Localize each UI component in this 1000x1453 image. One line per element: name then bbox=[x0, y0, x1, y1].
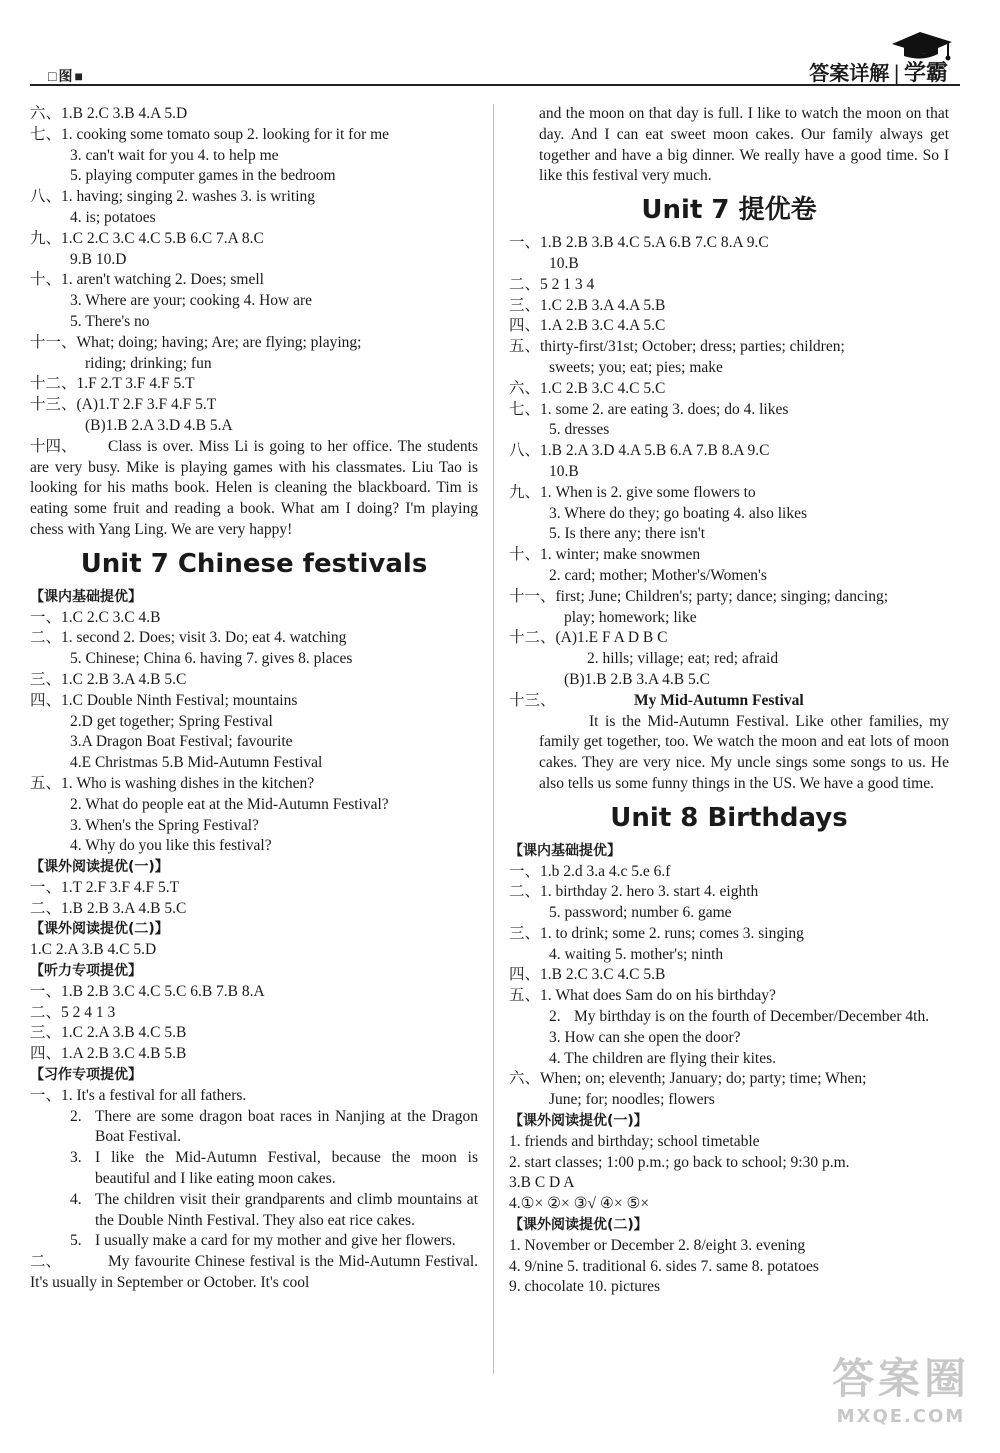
answer-line: 三、1. to drink; some 2. runs; comes 3. singing bbox=[509, 924, 804, 942]
answer-line: 八、1.B 2.A 3.D 4.A 5.B 6.A 7.B 8.A 9.C bbox=[509, 442, 770, 460]
answer-line: 5. Is there any; there isn't bbox=[549, 525, 706, 543]
answer-line: 3. Where are your; cooking 4. How are bbox=[70, 292, 313, 310]
answer-line: 一、1. It's a festival for all fathers. bbox=[30, 1086, 247, 1104]
answer-line: 2. What do people eat at the Mid-Autumn Festival? bbox=[70, 795, 389, 813]
section-title: Unit 7 提优卷 bbox=[641, 195, 817, 226]
essay-text: It is the Mid-Autumn Festival. Like other families, my family get together, too. We watch the moon and eat lots of moon cakes. They are very nice. My uncle sings some songs to us. He also tells us some funny things in the US. We have a good time. bbox=[539, 712, 949, 792]
left-column bbox=[30, 104, 478, 1294]
answer-line: 四、1.C Double Ninth Festival; mountains bbox=[30, 691, 298, 709]
answer-line: 十三、(A)1.T 2.F 3.F 4.F 5.T bbox=[30, 396, 217, 414]
answer-line: 4.①× ②× ③√ ④× ⑤× bbox=[509, 1195, 650, 1213]
item-label: 十三、 bbox=[509, 691, 556, 709]
header-title: 答案详解 | 学霸 bbox=[809, 61, 948, 86]
answer-line: 4. The children are flying their kites. bbox=[549, 1049, 776, 1067]
answer-line: 六、1.C 2.B 3.C 4.C 5.C bbox=[509, 379, 666, 397]
answer-line: 二、1. second 2. Does; visit 3. Do; eat 4. watching bbox=[30, 629, 347, 647]
answer-line: 三、1.C 2.B 3.A 4.A 5.B bbox=[509, 296, 666, 314]
answer-line: 一、1.b 2.d 3.a 4.c 5.e 6.f bbox=[509, 862, 671, 880]
answer-item bbox=[30, 1107, 478, 1149]
answer-line: 三、1.C 2.B 3.A 4.B 5.C bbox=[30, 670, 187, 688]
answer-line: (B)1.B 2.B 3.A 4.B 5.C bbox=[564, 670, 710, 688]
watermark-url: MXQE.COM bbox=[836, 1406, 966, 1427]
answer-line: 10.B bbox=[549, 462, 579, 480]
item-number: 3. bbox=[70, 1149, 82, 1167]
answer-line: 2. hills; village; eat; red; afraid bbox=[587, 650, 779, 668]
answer-line: 二、5 2 1 3 4 bbox=[509, 275, 595, 293]
answer-line: 十、1. aren't watching 2. Does; smell bbox=[30, 271, 264, 289]
answer-line: 5. Chinese; China 6. having 7. gives 8. places bbox=[70, 650, 353, 668]
answer-line: 9. chocolate 10. pictures bbox=[509, 1278, 661, 1296]
answer-line: 九、1.C 2.C 3.C 4.C 5.B 6.C 7.A 8.C bbox=[30, 229, 264, 247]
answer-line: 七、1. some 2. are eating 3. does; do 4. likes bbox=[509, 400, 789, 418]
answer-line: 4. 9/nine 5. traditional 6. sides 7. same 8. potatoes bbox=[509, 1257, 819, 1275]
item-number: 2. bbox=[549, 1008, 561, 1026]
essay-paragraph bbox=[30, 437, 478, 541]
answer-line: 3.A Dragon Boat Festival; favourite bbox=[70, 733, 293, 751]
watermark-logo: 答案圈 bbox=[831, 1354, 970, 1403]
subsection-heading: 【课外阅读提优(一)】 bbox=[30, 859, 169, 876]
paragraph: and the moon on that day is full. I like to watch the moon on that day. And I can eat sweet moon cakes. Our family always get together and have a big dinner. We really have a good time. So I like this festival very much. bbox=[539, 105, 949, 185]
answer-line: play; homework; like bbox=[564, 608, 697, 626]
answer-line: riding; drinking; fun bbox=[85, 354, 212, 372]
answer-line: 七、1. cooking some tomato soup 2. looking for it for me bbox=[30, 125, 390, 143]
subsection-heading: 【习作专项提优】 bbox=[30, 1067, 142, 1084]
header-rule bbox=[30, 84, 960, 86]
answer-line: 10.B bbox=[549, 254, 579, 272]
header-right-text: 答案详解 bbox=[809, 61, 890, 85]
answer-line: 十一、first; June; Children's; party; dance; singing; dancing; bbox=[509, 587, 889, 605]
answer-line: 四、1.A 2.B 3.C 4.B 5.B bbox=[30, 1045, 187, 1063]
subsection-heading: 【课外阅读提优(二)】 bbox=[30, 921, 169, 938]
header-brand: 学霸 bbox=[903, 61, 948, 86]
answer-line: 4. Why do you like this festival? bbox=[70, 837, 272, 855]
answer-line: 4. is; potatoes bbox=[70, 208, 156, 226]
item-number: 5. bbox=[70, 1232, 82, 1250]
item-text: My birthday is on the fourth of December/December 4th. bbox=[574, 1008, 930, 1026]
answer-line: 三、1.C 2.A 3.B 4.C 5.B bbox=[30, 1024, 187, 1042]
answer-line: 五、1. What does Sam do on his birthday? bbox=[509, 987, 776, 1005]
item-number: 2. bbox=[70, 1107, 82, 1125]
answer-item bbox=[30, 1190, 478, 1232]
answer-line: 九、1. When is 2. give some flowers to bbox=[509, 483, 756, 501]
answer-line: 3. Where do they; go boating 4. also likes bbox=[549, 504, 807, 522]
subsection-heading: 【课内基础提优】 bbox=[509, 842, 621, 859]
column-divider bbox=[493, 104, 494, 1374]
answer-line: 十二、1.F 2.T 3.F 4.F 5.T bbox=[30, 375, 195, 393]
answer-item bbox=[30, 1231, 478, 1252]
answer-line: 八、1. having; singing 2. washes 3. is writing bbox=[30, 188, 316, 206]
answer-line: 十、1. winter; make snowmen bbox=[509, 546, 701, 564]
answer-line: 四、1.A 2.B 3.C 4.A 5.C bbox=[509, 317, 666, 335]
answer-line: 2. start classes; 1:00 p.m.; go back to school; 9:30 p.m. bbox=[509, 1153, 850, 1171]
essay-heading bbox=[509, 691, 949, 712]
answer-line: 1. friends and birthday; school timetable bbox=[509, 1132, 760, 1150]
answer-line: sweets; you; eat; pies; make bbox=[549, 358, 723, 376]
answer-line: June; for; noodles; flowers bbox=[549, 1091, 715, 1109]
answer-line: 2. card; mother; Mother's/Women's bbox=[549, 566, 767, 584]
answer-item bbox=[509, 1007, 949, 1028]
answer-line: 六、When; on; eleventh; January; do; party; time; When; bbox=[509, 1070, 867, 1088]
answer-line: (B)1.B 2.A 3.D 4.B 5.A bbox=[85, 416, 233, 434]
answer-line: 3. can't wait for you 4. to help me bbox=[70, 146, 279, 164]
item-text: The children visit their grandparents and climb mountains at the Double Ninth Festival. They also eat rice cakes. bbox=[95, 1190, 478, 1229]
answer-line: 十一、What; doing; having; Are; are flying; playing; bbox=[30, 333, 362, 351]
item-text: There are some dragon boat races in Nanjing at the Dragon Boat Festival. bbox=[95, 1107, 478, 1146]
answer-line: 五、1. Who is washing dishes in the kitchen? bbox=[30, 774, 315, 792]
essay-title: My Mid-Autumn Festival bbox=[634, 691, 804, 709]
answer-line: 5. playing computer games in the bedroom bbox=[70, 167, 336, 185]
answer-line: 9.B 10.D bbox=[70, 250, 127, 268]
answer-line: 二、1. birthday 2. hero 3. start 4. eighth bbox=[509, 883, 759, 901]
answer-line: 十二、(A)1.E F A D B C bbox=[509, 629, 668, 647]
answer-line: 4. waiting 5. mother's; ninth bbox=[549, 945, 724, 963]
answer-line: 一、1.T 2.F 3.F 4.F 5.T bbox=[30, 878, 180, 896]
subsection-heading: 【课内基础提优】 bbox=[30, 588, 142, 605]
answer-line: 一、1.C 2.C 3.C 4.B bbox=[30, 608, 161, 626]
subsection-heading: 【课外阅读提优(二)】 bbox=[509, 1217, 648, 1234]
section-title: Unit 8 Birthdays bbox=[610, 802, 848, 833]
item-text: I like the Mid-Autumn Festival, because the moon is beautiful and I like eating moon cakes. bbox=[95, 1149, 478, 1188]
answer-line: 二、5 2 4 1 3 bbox=[30, 1003, 116, 1021]
header-left-mark: □图■ bbox=[48, 70, 85, 85]
answer-line: 5. There's no bbox=[70, 312, 150, 330]
answer-line: 3. How can she open the door? bbox=[549, 1028, 741, 1046]
right-column bbox=[509, 104, 949, 1298]
essay-text: My favourite Chinese festival is the Mid-Autumn Festival. It's usually in September or October. It's cool bbox=[30, 1253, 478, 1292]
subsection-heading: 【课外阅读提优(一)】 bbox=[509, 1113, 648, 1130]
essay-paragraph bbox=[30, 1252, 478, 1294]
essay-text: Class is over. Miss Li is going to her office. The students are very busy. Mike is playing games with his classmates. Liu Tao is looking for his maths book. Helen is cleaning the blackboard. Tim is eating some fruit and reading a book. What am I doing? I'm playing chess with Yang Ling. We are very happy! bbox=[30, 437, 478, 538]
item-number: 4. bbox=[70, 1190, 82, 1208]
answer-line: 4.E Christmas 5.B Mid-Autumn Festival bbox=[70, 754, 323, 772]
watermark bbox=[826, 1346, 976, 1427]
answer-line: 5. password; number 6. game bbox=[549, 904, 732, 922]
answer-line: 一、1.B 2.B 3.C 4.C 5.C 6.B 7.B 8.A bbox=[30, 982, 265, 1000]
answer-line: 一、1.B 2.B 3.B 4.C 5.A 6.B 7.C 8.A 9.C bbox=[509, 234, 769, 252]
subsection-heading: 【听力专项提优】 bbox=[30, 963, 142, 980]
section-title: Unit 7 Chinese festivals bbox=[80, 548, 428, 579]
answer-line: 六、1.B 2.C 3.B 4.A 5.D bbox=[30, 105, 188, 122]
item-label: 十四、 bbox=[30, 437, 77, 455]
answer-line: 3. When's the Spring Festival? bbox=[70, 816, 259, 834]
answer-line: 二、1.B 2.B 3.A 4.B 5.C bbox=[30, 899, 187, 917]
item-label: 二、 bbox=[30, 1253, 62, 1271]
page-header bbox=[0, 0, 1000, 92]
answer-line: 1. November or December 2. 8/eight 3. evening bbox=[509, 1236, 806, 1254]
item-text: I usually make a card for my mother and give her flowers. bbox=[95, 1232, 456, 1250]
answer-line: 3.B C D A bbox=[509, 1174, 575, 1192]
answer-line: 2.D get together; Spring Festival bbox=[70, 712, 273, 730]
essay-block bbox=[509, 691, 949, 795]
answer-line: 四、1.B 2.C 3.C 4.C 5.B bbox=[509, 966, 666, 984]
answer-line: 1.C 2.A 3.B 4.C 5.D bbox=[30, 941, 157, 959]
answer-line: 5. dresses bbox=[549, 421, 610, 439]
answer-item bbox=[30, 1148, 478, 1190]
answer-line: 五、thirty-first/31st; October; dress; parties; children; bbox=[509, 338, 845, 356]
